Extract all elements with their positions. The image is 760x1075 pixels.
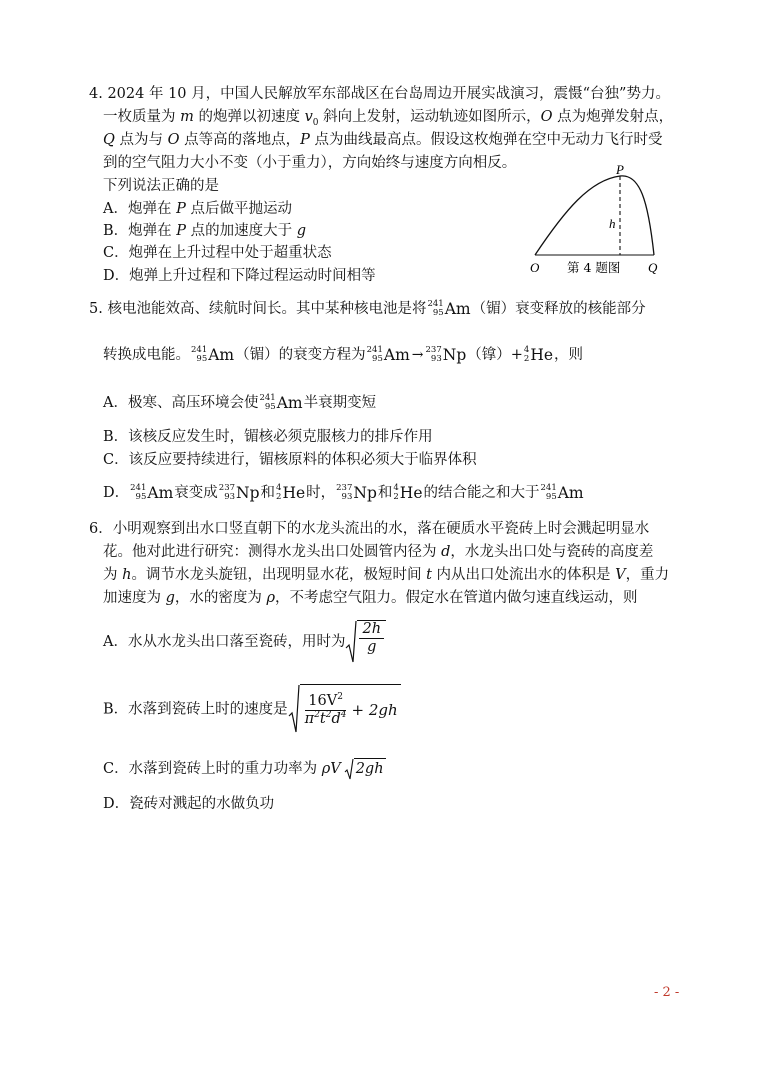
figure-caption: 第 4 题图 <box>567 260 621 275</box>
page-number: - 2 - <box>654 985 680 1000</box>
q5-option-d: D． 241 95 Am 衰变成 237 93 Np 和 4 2 He 时， 237 93 Np 和 4 2 He 的结合能之和大于 241 95 Am <box>103 483 584 502</box>
reaction-arrow: → <box>411 347 424 363</box>
q6-option-a: A．水从水龙头出口落至瓷砖，用时为 $\frac{2h}{g}$ <box>103 620 386 668</box>
q4-line-4: 到的空气阻力大小不变（小于重力），方向始终与速度方向相反。 <box>103 155 517 171</box>
q4-line-1: 4. 2024 年 10 月，中国人民解放军东部战区在台岛周边开展实战演习，震慑“台独”势力。 <box>89 86 670 102</box>
q6-line-2: 花。他对此进行研究：测得水龙头出口处圆管内径为 d，水龙头出口处与瓷砖的高度差 <box>103 544 654 560</box>
sqrt-2gh: 2gh <box>344 758 386 780</box>
sqrt-velocity-expression: $\frac{16V^2}{\pi^2t^2d^4}$ + 2gh <box>288 684 401 735</box>
nuclide-he: 4 2 He <box>523 345 554 364</box>
q6-line-4: 加速度为 g，水的密度为 ρ，不考虑空气阻力。假定水在管道内做匀速直线运动，则 <box>103 590 638 606</box>
trajectory-curve <box>535 176 654 255</box>
nuclide-am: 241 95 Am <box>427 299 471 318</box>
label-p: P <box>616 162 624 177</box>
q5-line-1: 5. 核电池能效高、续航时间长。其中某种核电池是将 241 95 Am （镅）衰变释放的核能部分 <box>89 299 646 318</box>
q4-line-5: 下列说法正确的是 <box>103 178 219 194</box>
q4-line-3: Q 点为与 O 点等高的落地点，P 点为曲线最高点。假设这枚炮弹在空中无动力飞行时受 <box>103 132 663 148</box>
sqrt-2h-over-g: $\frac{2h}{g}$ <box>345 620 386 664</box>
q6-option-b: B．水落到瓷砖上时的速度是 $\frac{16V^2}{\pi^2t^2d^4}$ + 2gh <box>103 684 401 738</box>
q6-option-d: D．瓷砖对溅起的水做负功 <box>103 796 275 812</box>
q6-line-1: 6．小明观察到出水口竖直朝下的水龙头流出的水，落在硬质水平瓷砖上时会溅起明显水 <box>89 521 650 537</box>
q5-option-a: A．极寒、高压环境会使 241 95 Am 半衰期变短 <box>103 393 377 412</box>
label-q: Q <box>648 260 658 275</box>
q6-option-c: C．水落到瓷砖上时的重力功率为 ρV 2gh <box>103 757 386 781</box>
q4-option-b: B．炮弹在 P 点的加速度大于 g <box>103 223 307 239</box>
q4-trajectory-figure <box>520 160 670 280</box>
q4-option-c: C．炮弹在上升过程中处于超重状态 <box>103 245 332 261</box>
q5-option-c: C．该反应要持续进行，镅核原料的体积必须大于临界体积 <box>103 452 477 468</box>
q4-option-d: D．炮弹上升过程和下降过程运动时间相等 <box>103 268 376 284</box>
q6-line-3: 为 h。调节水龙头旋钮，出现明显水花，极短时间 t 内从出口处流出水的体积是 V，重力 <box>103 567 670 583</box>
q4-option-a: A．炮弹在 P 点后做平抛运动 <box>103 201 292 217</box>
q5-line-2: 转换成电能。 241 95 Am （镅）的衰变方程为 241 95 Am → 237 93 Np （镎）+ 4 2 He ，则 <box>103 345 584 364</box>
q5-option-b: B．该核反应发生时，镅核必须克服核力的排斥作用 <box>103 429 433 445</box>
label-h: h <box>609 216 616 231</box>
label-o: O <box>530 260 540 275</box>
nuclide-np: 237 93 Np <box>425 345 467 364</box>
q4-line-2: 一枚质量为 m 的炮弹以初速度 $v_0$ 斜向上发射，运动轨迹如图所示，O 点为炮弹发射点， <box>103 109 674 128</box>
